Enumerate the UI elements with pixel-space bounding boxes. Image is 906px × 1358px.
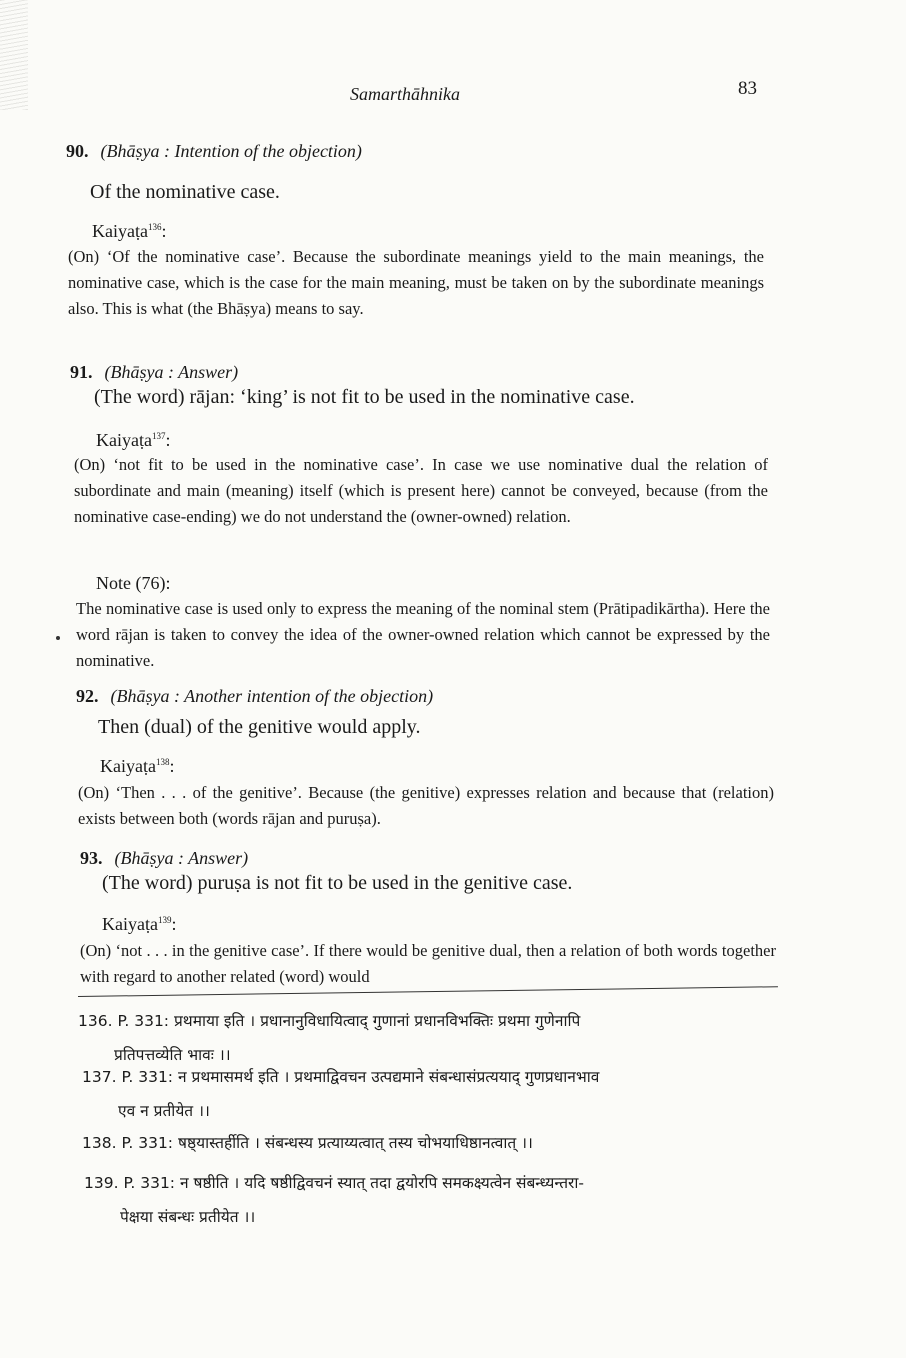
page-edge-shadow [0, 0, 28, 110]
footnote-ref: 139 [157, 915, 172, 925]
footnote-sanskrit: प्रथमाया इति । प्रधानानुविधायित्वाद् गुणानां प्रधानविभक्तिः प्रथमा गुणेनापि [173, 1012, 581, 1030]
section-92-heading [76, 686, 433, 707]
running-header-title: Samarthāhnika [350, 84, 460, 104]
footnote-138 [82, 1126, 792, 1160]
section-93-text: (The word) puruṣa is not fit to be used in the genitive case. [102, 872, 573, 894]
commentary-paragraph: (On) ‘Then . . . of the genitive’. Because (the genitive) expresses relation and because that (relation) exists between both (words rājan and puruṣa). [78, 783, 774, 828]
footnote-sanskrit-cont: एव न प्रतीयेत ।। [118, 1102, 210, 1120]
section-number: 90. [66, 141, 89, 161]
section-92-text: Then (dual) of the genitive would apply. [98, 716, 421, 738]
section-number: 91. [70, 362, 93, 382]
section-90-text: Of the nominative case. [90, 181, 280, 203]
note-76-text [76, 596, 770, 674]
section-91-text: (The word) rājan: ‘king’ is not fit to be used in the nominative case. [94, 386, 635, 408]
section-number: 93. [80, 848, 103, 868]
section-93-kaiyata-text [80, 938, 776, 990]
margin-mark [56, 636, 60, 640]
bhasya-label: (Bhāṣya : Answer) [104, 362, 239, 382]
footnote-139 [84, 1166, 794, 1234]
note-76-label: Note (76): [96, 573, 171, 593]
section-93-heading [80, 848, 248, 869]
commentary-paragraph: (On) ‘not fit to be used in the nominative case’. In case we use nominative dual the relation of subordinate and main (meaning) itself (which is present here) cannot be conveyed, because (from the nominative case-ending) we do not understand the (owner-owned) relation. [74, 455, 768, 526]
section-93-kaiyata-label: Kaiyaṭa$^{139}$: [102, 914, 177, 934]
section-90-kaiyata-label: Kaiyaṭa$^{136}$: [92, 221, 167, 241]
kaiyata-label: Kaiyaṭa [92, 221, 148, 241]
footnote-137 [82, 1060, 792, 1128]
section-91-heading [70, 362, 238, 383]
section-91-kaiyata-text [74, 452, 768, 530]
kaiyata-label: Kaiyaṭa [100, 756, 156, 776]
note-paragraph: The nominative case is used only to express the meaning of the nominal stem (Prātipadikārtha). Here the word rājan is taken to convey the idea of the owner-owned relation which cannot be expressed by the nominative. [76, 599, 770, 670]
footnote-ref: 136. P. 331: [78, 1012, 170, 1030]
footnote-sanskrit: षष्ठ्यास्तर्हीति । संबन्धस्य प्रत्याय्यत्वात् तस्य चोभयाधिष्ठानत्वात् ।। [177, 1134, 533, 1152]
bhasya-label: (Bhāṣya : Intention of the objection) [100, 141, 362, 161]
footnote-sanskrit-cont: पेक्षया संबन्धः प्रतीयेत ।। [120, 1208, 256, 1226]
kaiyata-label: Kaiyaṭa [96, 430, 152, 450]
footnote-ref: 136 [147, 222, 162, 232]
section-90-kaiyata-text [68, 244, 764, 322]
footnote-ref: 138 [155, 757, 170, 767]
section-91-kaiyata-label: Kaiyaṭa$^{137}$: [96, 430, 171, 450]
bhasya-label: (Bhāṣya : Another intention of the objection) [110, 686, 434, 706]
bhasya-label: (Bhāṣya : Answer) [114, 848, 249, 868]
section-number: 92. [76, 686, 99, 706]
footnote-sanskrit: न षष्ठीति । यदि षष्ठीद्विवचनं स्यात् तदा द्वयोरपि समकक्ष्यत्वेन संबन्ध्यन्तरा- [179, 1174, 584, 1192]
section-92-kaiyata-label: Kaiyaṭa$^{138}$: [100, 756, 175, 776]
footnote-ref: 139. P. 331: [84, 1174, 176, 1192]
footnote-ref: 138. P. 331: [82, 1134, 174, 1152]
section-90-heading [66, 141, 362, 162]
footnote-ref: 137 [151, 431, 166, 441]
section-92-kaiyata-text [78, 780, 774, 832]
footnote-sanskrit-cont: प्रतिपत्तव्येति भावः ।। [114, 1046, 231, 1064]
commentary-paragraph: (On) ‘Of the nominative case’. Because the subordinate meanings yield to the main meanings, the nominative case, which is the case for the main meaning, must be taken on by the subordinate meanings also. This is what (the Bhāṣya) means to say. [68, 247, 764, 318]
page-number: 83 [738, 78, 757, 99]
kaiyata-label: Kaiyaṭa [102, 914, 158, 934]
footnote-sanskrit: न प्रथमासमर्थ इति । प्रथमाद्विवचन उत्पद्यमाने संबन्धासंप्रत्ययाद् गुणप्रधानभाव [177, 1068, 600, 1086]
commentary-paragraph: (On) ‘not . . . in the genitive case’. If there would be genitive dual, then a relation of both words together with regard to another related (word) would [80, 941, 776, 986]
footnote-ref: 137. P. 331: [82, 1068, 174, 1086]
